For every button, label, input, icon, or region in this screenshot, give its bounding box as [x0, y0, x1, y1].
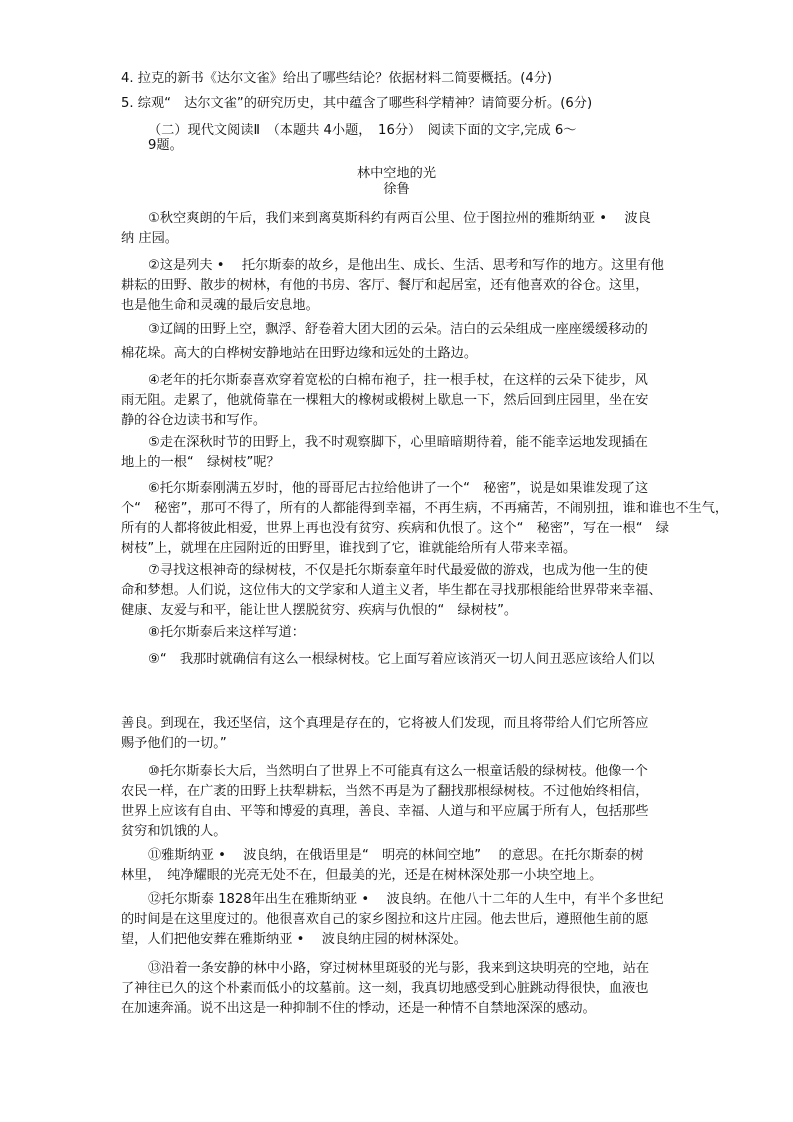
- paragraph-line: 赐予他们的一切。”: [121, 736, 227, 751]
- paragraph-line: 树枝”上，就埋在庄园附近的田野里，谁找到了它，谁就能给所有人带来幸福。: [121, 541, 577, 556]
- paragraph-line: ⑩托尔斯泰长大后，当然明白了世界上不可能真有这么一根童话般的绿树枝。他像一个: [148, 764, 648, 779]
- paragraph-line: 了神往已久的这个朴素而低小的坟墓前。这一刻，我真切地感受到心脏跳动得很快，血液也: [121, 981, 649, 996]
- paragraph-line: 健康、友爱与和平，能让世人摆脱贫穷、疾病与仇恨的“ 绿树枝”。: [121, 603, 518, 618]
- paragraph-line: 望，人们把他安葬在雅斯纳亚 • 波良纳庄园的树林深处。: [121, 932, 467, 947]
- paragraph-line: ⑧托尔斯泰后来这样写道：: [148, 625, 305, 640]
- paragraph-line: 命和梦想。人们说，这位伟大的文学家和人道主义者，毕生都在寻找那根能给世界带来幸福、: [121, 583, 662, 598]
- paragraph-10: [121, 762, 649, 842]
- paragraph-line: ③辽阔的田野上空，飘浮、舒卷着大团大团的云朵。洁白的云朵组成一座座缓缓移动的: [148, 322, 648, 337]
- paragraph-line: 静的谷仓边读书和写作。: [121, 413, 267, 428]
- paragraph-line: 个“ 秘密”，那可不得了，所有的人都能得到幸福，不再生病，不再痛苦，不闹别扭，谁和谁也不生气，: [121, 501, 729, 516]
- paragraph-4: [121, 371, 649, 431]
- paragraph-12: [121, 890, 663, 950]
- article-title: 林中空地的光: [356, 166, 437, 181]
- paragraph-line: 的时间是在这里度过的。他很喜欢自己的家乡图拉和这片庄园。他去世后，遵照他生前的愿: [121, 912, 649, 927]
- question-5: 5. 综观“ 达尔文雀”的研究历史，其中蕴含了哪些科学精神？请简要分析。(6分): [121, 96, 593, 111]
- paragraph-line: ⑥托尔斯泰刚满五岁时，他的哥哥尼古拉给他讲了一个“ 秘密”，说是如果谁发现了这: [148, 481, 649, 496]
- question-4: 4. 拉克的新书《达尔文雀》给出了哪些结论？依据材料二简要概括。(4分): [121, 71, 553, 86]
- section-heading-line-2: 9题。: [148, 138, 183, 153]
- paragraph-1: [121, 209, 651, 249]
- paragraph-13: [121, 959, 649, 1019]
- paragraph-line: 也是他生命和灵魂的最后安息地。: [121, 298, 319, 313]
- paragraph-3: [121, 318, 648, 366]
- article-author: 徐鲁: [383, 182, 410, 197]
- section-heading-line-1: （二）现代文阅读Ⅱ （本题共 4小题， 16分） 阅读下面的文字,完成 6～: [148, 123, 577, 138]
- paragraph-line: 善良。到现在，我还坚信，这个真理是存在的，它将被人们发现，而且将带给人们它所答应: [121, 716, 649, 731]
- paragraph-7: [121, 561, 662, 621]
- paragraph-line: ⑪雅斯纳亚 • 波良纳，在俄语里是“ 明亮的林间空地” 的意思。在托尔斯泰的树: [148, 848, 644, 863]
- paragraph-line: 雨无阻。走累了，他就倚靠在一棵粗大的橡树或椴树上歇息一下，然后回到庄园里，坐在安: [121, 393, 649, 408]
- paragraph-line: ②这是列夫 • 托尔斯泰的故乡，是他出生、成长、生活、思考和写作的地方。这里有他: [148, 258, 664, 273]
- paragraph-line: 林里， 纯净耀眼的光亮无处不在，但最美的光，还是在树林深处那一小块空地上。: [121, 868, 603, 883]
- paragraph-9-start: [121, 650, 655, 670]
- paragraph-5: [121, 433, 648, 473]
- paragraph-line: 所有的人都将彼此相爱，世界上再也没有贫穷、疾病和仇恨了。这个“ 秘密”，写在一根“ 绿: [121, 521, 669, 536]
- paragraph-line: 贫穷和饥饿的人。: [121, 824, 227, 839]
- paragraph-line: 农民一样，在广袤的田野上扶犁耕耘，当然不再是为了翻找那根绿树枝。不过他始终相信，: [121, 784, 649, 799]
- paragraph-line: 地上的一根“ 绿树枝”呢？: [121, 455, 280, 470]
- paragraph-line: ⑨“ 我那时就确信有这么一根绿树枝。它上面写着应该消灭一切人间丑恶应该给人们以: [148, 652, 655, 667]
- paragraph-line: ⑤走在深秋时节的田野上，我不时观察脚下，心里暗暗期待着，能不能幸运地发现插在: [148, 435, 648, 450]
- paragraph-line: ①秋空爽朗的午后，我们来到离莫斯科约有两百公里、位于图拉州的雅斯纳亚 • 波良: [148, 211, 651, 226]
- paragraph-line: ⑬沿着一条安静的林中小路，穿过树林里斑驳的光与影，我来到这块明亮的空地，站在: [148, 961, 650, 976]
- paragraph-line: 耕耘的田野、散步的树林，有他的书房、客厅、餐厅和起居室，还有他喜欢的谷仓。这里，: [121, 278, 649, 293]
- paragraph-9-continued: [121, 714, 649, 754]
- paragraph-line: 纳 庄园。: [121, 231, 178, 246]
- paragraph-line: 棉花垛。高大的白桦树安静地站在田野边缘和远处的土路边。: [121, 346, 478, 361]
- paragraph-6: [121, 479, 728, 559]
- paragraph-line: 在加速奔涌。说不出这是一种抑制不住的悸动，还是一种情不自禁地深深的感动。: [121, 1001, 596, 1016]
- paragraph-line: ④老年的托尔斯泰喜欢穿着宽松的白棉布袍子，拄一根手杖，在这样的云朵下徒步，风: [148, 373, 648, 388]
- paragraph-8: [121, 623, 305, 643]
- paragraph-line: ⑦寻找这根神奇的绿树枝，不仅是托尔斯泰童年时代最爱做的游戏，也成为他一生的使: [148, 563, 648, 578]
- paragraph-2: [121, 256, 664, 316]
- paragraph-line: ⑫托尔斯泰 1828年出生在雅斯纳亚 • 波良纳。在他八十二年的人生中，有半个多世纪: [148, 892, 664, 907]
- paragraph-line: 世界上应该有自由、平等和博爱的真理，善良、幸福、人道与和平应属于所有人，包括那些: [121, 804, 649, 819]
- paragraph-11: [121, 846, 644, 886]
